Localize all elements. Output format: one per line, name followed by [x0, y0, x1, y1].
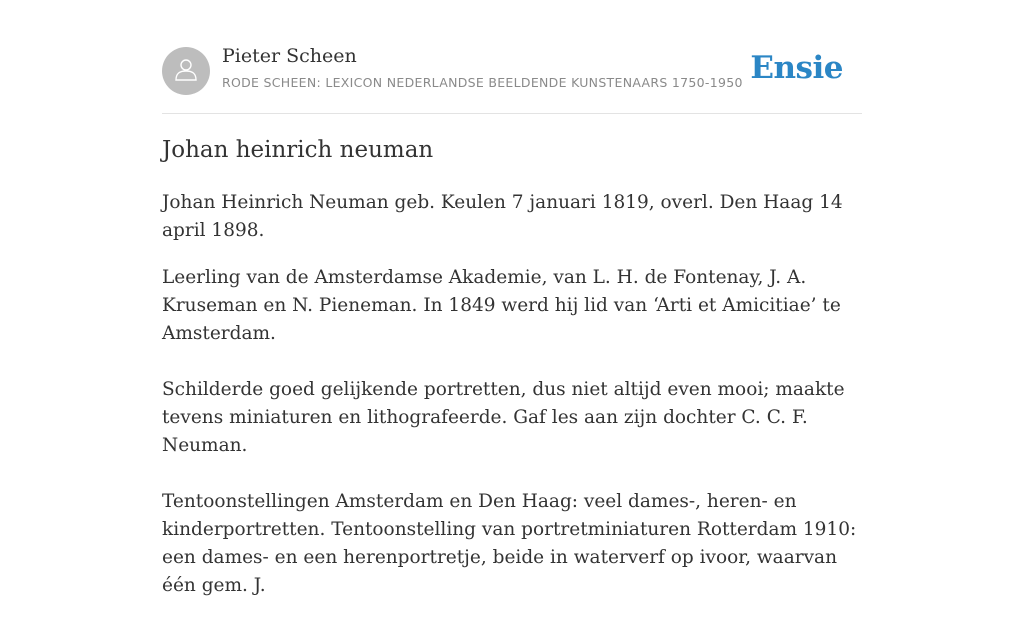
article-paragraph: Johan Heinrich Neuman geb. Keulen 7 januari 1819, overl. Den Haag 14 april 1898.: [162, 192, 843, 241]
article-paragraph: Tentoonstellingen Amsterdam en Den Haag: veel dames-, heren- en kinderportretten. Tentoonstelling van portretminiaturen Rotterdam 1910: een dames- en een herenportretje, beide in waterverf op ivoor, waarvan één gem. J.: [162, 491, 857, 596]
article-body: [162, 189, 868, 619]
page-title: Johan heinrich neuman: [162, 137, 434, 163]
user-icon: [171, 54, 201, 88]
avatar[interactable]: [162, 47, 210, 95]
ensie-logo[interactable]: Ensie: [750, 50, 843, 86]
author-name[interactable]: Pieter Scheen: [222, 45, 357, 67]
source-name[interactable]: RODE SCHEEN: LEXICON NEDERLANDSE BEELDENDE KUNSTENAARS 1750-1950: [222, 75, 743, 90]
article-paragraph: Schilderde goed gelijkende portretten, dus niet altijd even mooi; maakte tevens miniaturen en lithografeerde. Gaf les aan zijn dochter C. C. F. Neuman.: [162, 379, 845, 456]
article-header: [162, 0, 862, 114]
article-paragraph: Leerling van de Amsterdamse Akademie, van L. H. de Fontenay, J. A. Kruseman en N. Pieneman. In 1849 werd hij lid van ‘Arti et Amicitiae’ te Amsterdam.: [162, 267, 841, 344]
article-card: [162, 0, 862, 596]
